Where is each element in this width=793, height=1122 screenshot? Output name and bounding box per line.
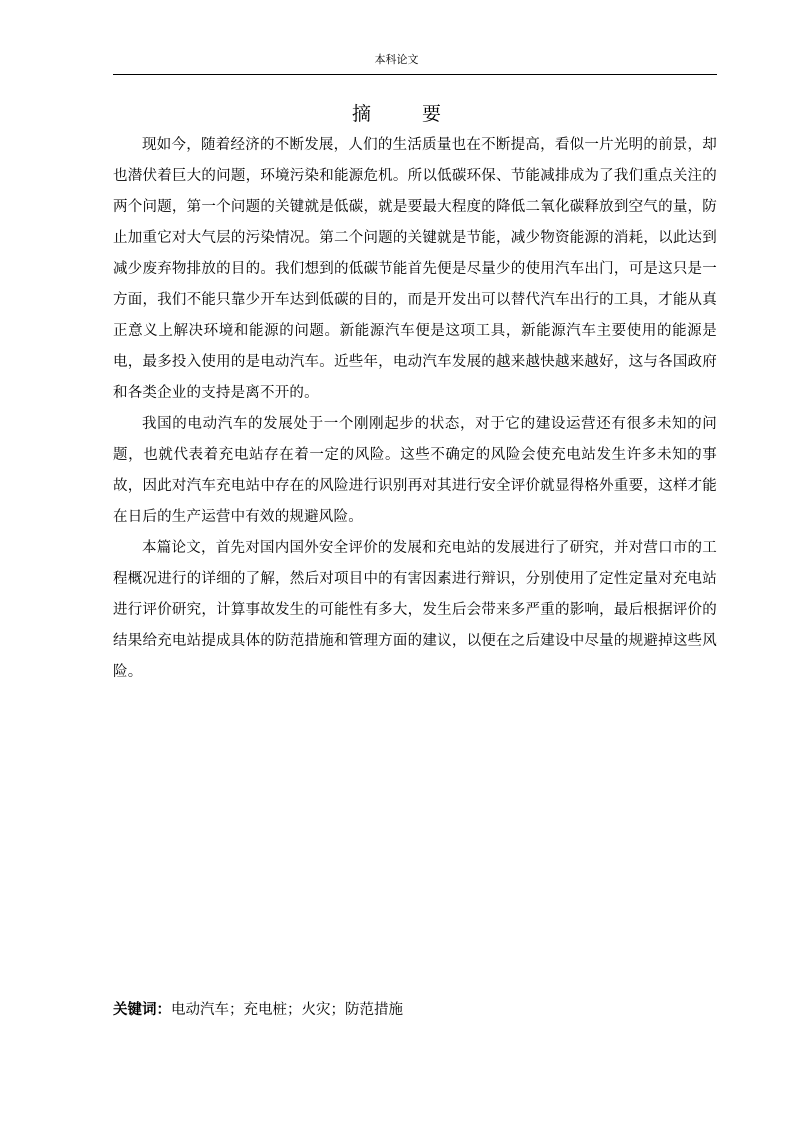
keywords-label: 关键词： [113, 1002, 171, 1018]
abstract-paragraph-2: 我国的电动汽车的发展处于一个刚刚起步的状态，对于它的建设运营还有很多未知的问题，也就代表着充电站存在着一定的风险。这些不确定的风险会使充电站发生许多未知的事故，因此对汽车充电站中存在的风险进行识别再对其进行安全评价就显得格外重要，这样才能在日后的生产运营中有效的规避风险。 [113, 416, 717, 525]
keywords-line [113, 998, 717, 1022]
page-title: 摘 要 [351, 103, 457, 125]
abstract-paragraph-3: 本篇论文，首先对国内国外安全评价的发展和充电站的发展进行了研究，并对营口市的工程概况进行的详细的了解，然后对项目中的有害因素进行辩识，分别使用了定性定量对充电站进行评价研究，计算事故发生的可能性有多大，发生后会带来多严重的影响，最后根据评价的结果给充电站提成具体的防范措施和管理方面的建议，以便在之后建设中尽量的规避掉这些风险。 [113, 540, 717, 680]
keywords-text: 电动汽车；充电桩；火灾；防范措施 [171, 1002, 403, 1018]
running-header: 本科论文 [374, 53, 419, 66]
abstract-paragraph-1: 现如今，随着经济的不断发展，人们的生活质量也在不断提高，看似一片光明的前景，却也潜伏着巨大的问题，环境污染和能源危机。所以低碳环保、节能减排成为了我们重点关注的两个问题，第一个问题的关键就是低碳，就是要最大程度的降低二氧化碳释放到空气的量，防止加重它对大气层的污染情况。第二个问题的关键就是节能，减少物资能源的消耗，以此达到减少废弃物排放的目的。我们想到的低碳节能首先便是尽量少的使用汽车出门，可是这只是一方面，我们不能只靠少开车达到低碳的目的，而是开发出可以替代汽车出行的工具，才能从真正意义上解决环境和能源的问题。新能源汽车便是这项工具，新能源汽车主要使用的能源是电，最多投入使用的是电动汽车。近些年，电动汽车发展的越来越快越来越好，这与各国政府和各类企业的支持是离不开的。 [113, 137, 717, 401]
abstract-body [113, 130, 717, 688]
header-divider [113, 74, 717, 75]
